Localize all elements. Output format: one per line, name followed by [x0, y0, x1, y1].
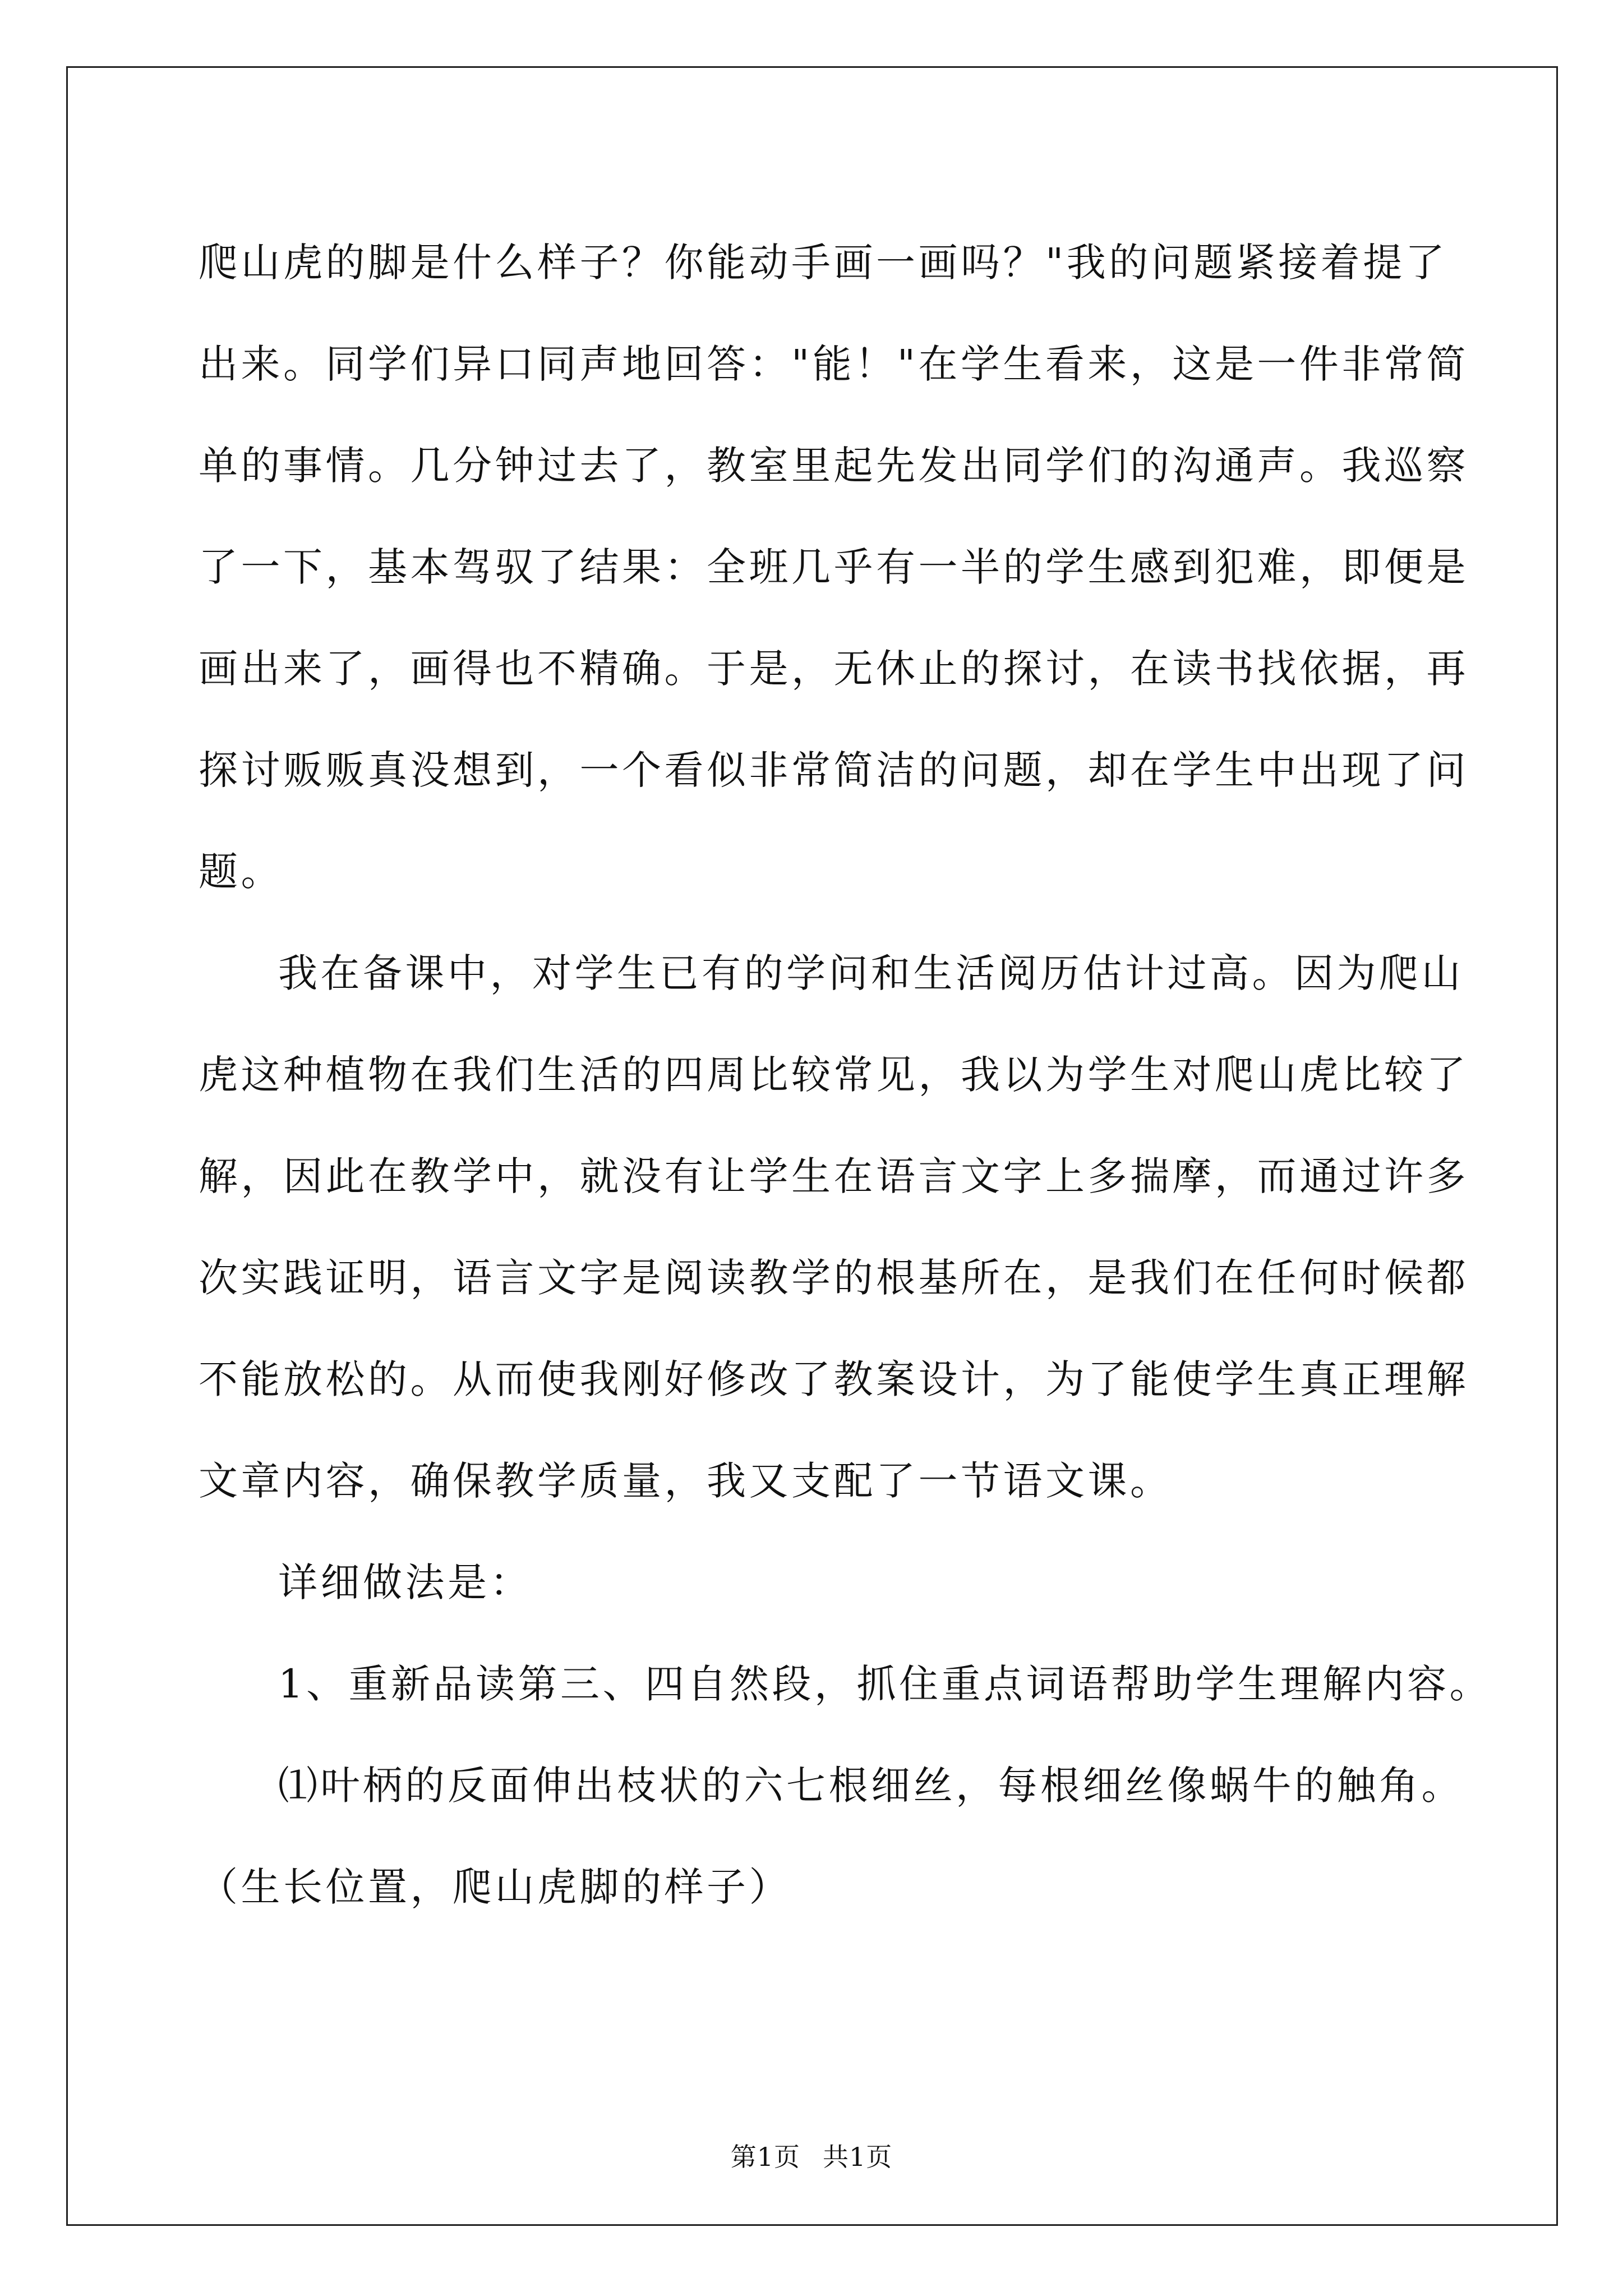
text-line: 解，因此在教学中，就没有让学生在语言文字上多揣摩，而通过许多 [199, 1153, 1469, 1199]
text-line: 次实践证明，语言文字是阅读教学的根基所在，是我们在任何时候都 [199, 1255, 1469, 1301]
text-line: 出来。同学们异口同声地回答："能！"在学生看来，这是一件非常简 [199, 341, 1469, 387]
text-line: 爬山虎的脚是什么样子？你能动手画一画吗？"我的问题紧接着提了 [199, 240, 1448, 286]
text-line: 题。 [199, 849, 283, 895]
document-body [199, 212, 1492, 1938]
paragraph-start-line: 1、重新品读第三、四自然段，抓住重点词语帮助学生理解内容。 [278, 1661, 1492, 1707]
text-line: 虎这种植物在我们生活的四周比较常见，我以为学生对爬山虎比较了 [199, 1052, 1469, 1098]
paragraph-start-line: 详细做法是： [278, 1559, 532, 1605]
page-footer [0, 2140, 1623, 2174]
text-line: （生长位置，爬山虎脚的样子） [199, 1864, 791, 1910]
paragraph-start-line: ⑴叶柄的反面伸出枝状的六七根细丝，每根细丝像蜗牛的触角。 [278, 1763, 1464, 1809]
text-line: 不能放松的。从而使我刚好修改了教案设计，为了能使学生真正理解 [199, 1356, 1469, 1402]
text-line: 文章内容，确保教学质量，我又支配了一节语文课。 [199, 1458, 1173, 1504]
text-line: 单的事情。几分钟过去了，教室里起先发出同学们的沟通声。我巡察 [199, 443, 1469, 489]
text-line: 了一下，基本驾驭了结果：全班几乎有一半的学生感到犯难，即便是 [199, 544, 1469, 590]
text-line: 探讨贩贩真没想到，一个看似非常简洁的问题，却在学生中出现了问 [199, 747, 1469, 793]
paragraph-start-line: 我在备课中，对学生已有的学问和生活阅历估计过高。因为爬山 [278, 950, 1464, 996]
page-total: 共1页 [823, 2142, 893, 2172]
page-number: 第1页 [730, 2142, 800, 2172]
text-line: 画出来了，画得也不精确。于是，无休止的探讨，在读书找依据，再 [199, 646, 1469, 692]
